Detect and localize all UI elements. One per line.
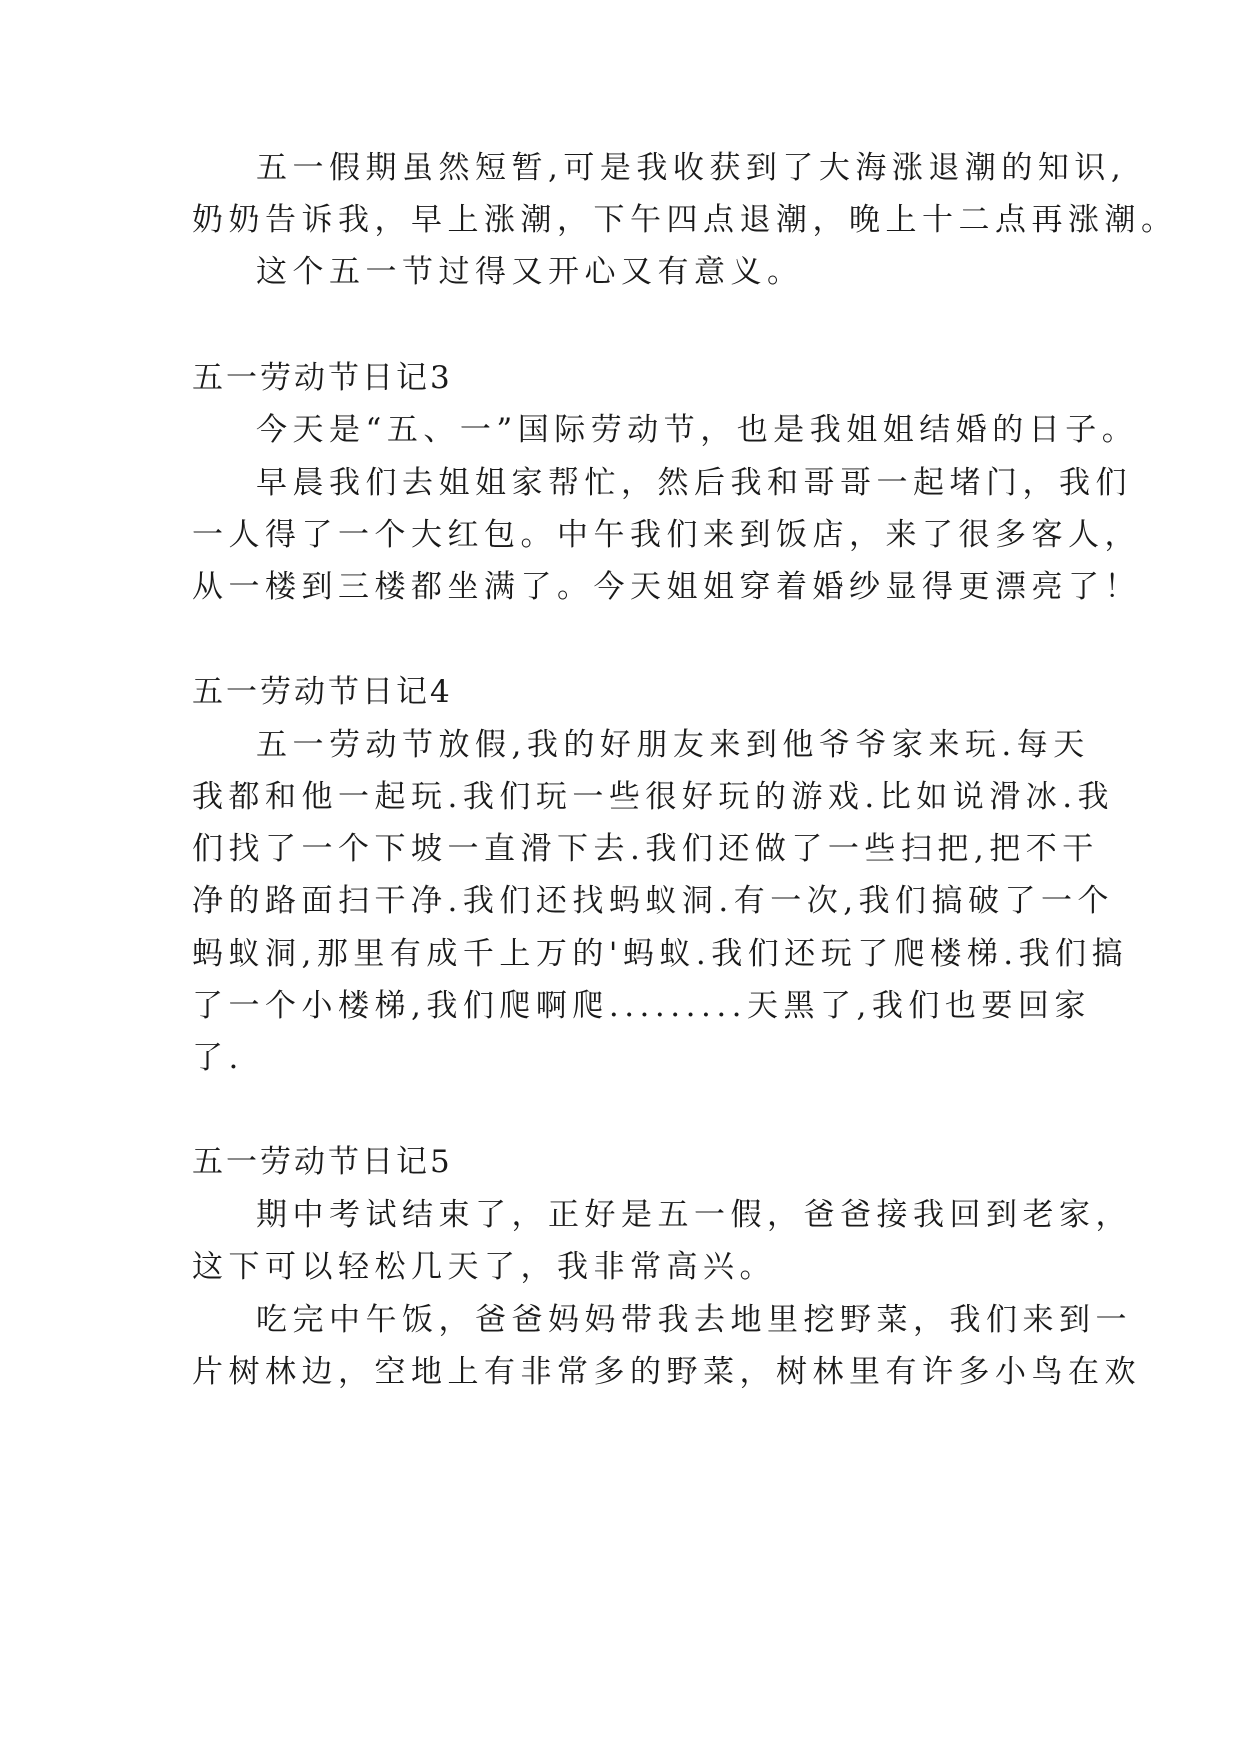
paragraph-line: 五一劳动节放假,我的好朋友来到他爷爷家来玩.每天 [256, 727, 1090, 763]
paragraph-line: 我都和他一起玩.我们玩一些很好玩的游戏.比如说滑冰.我 [192, 779, 1115, 815]
paragraph-line: 了. [192, 1040, 244, 1076]
paragraph-line: 期中考试结束了，正好是五一假，爸爸接我回到老家， [256, 1197, 1132, 1233]
section-heading: 五一劳动节日记3 [192, 360, 453, 396]
paragraph-line: 这个五一节过得又开心又有意义。 [256, 254, 804, 290]
paragraph-line: 五一假期虽然短暂,可是我收获到了大海涨退潮的知识, [256, 150, 1127, 186]
paragraph-line: 从一楼到三楼都坐满了。今天姐姐穿着婚纱显得更漂亮了！ [192, 569, 1141, 605]
paragraph-line: 奶奶告诉我，早上涨潮，下午四点退潮，晚上十二点再涨潮。 [192, 202, 1178, 238]
paragraph-line: 蚂蚁洞,那里有成千上万的'蚂蚁.我们还玩了爬楼梯.我们搞 [192, 936, 1129, 972]
paragraph-line: 今天是“五、一”国际劳动节，也是我姐姐结婚的日子。 [256, 412, 1139, 448]
paragraph-line: 吃完中午饭，爸爸妈妈带我去地里挖野菜，我们来到一 [256, 1302, 1132, 1338]
paragraph-line: 片树林边，空地上有非常多的野菜，树林里有许多小鸟在欢 [192, 1354, 1141, 1390]
paragraph-line: 了一个小楼梯,我们爬啊爬.........天黑了,我们也要回家 [192, 988, 1091, 1024]
paragraph-line: 早晨我们去姐姐家帮忙，然后我和哥哥一起堵门，我们 [256, 465, 1132, 501]
paragraph-line: 这下可以轻松几天了，我非常高兴。 [192, 1249, 776, 1285]
paragraph-line: 们找了一个下坡一直滑下去.我们还做了一些扫把,把不干 [192, 831, 1099, 867]
paragraph-line: 一人得了一个大红包。中午我们来到饭店，来了很多客人， [192, 517, 1141, 553]
paragraph-line: 净的路面扫干净.我们还找蚂蚁洞.有一次,我们搞破了一个 [192, 883, 1115, 919]
section-heading: 五一劳动节日记5 [192, 1144, 453, 1180]
section-heading: 五一劳动节日记4 [192, 674, 453, 710]
